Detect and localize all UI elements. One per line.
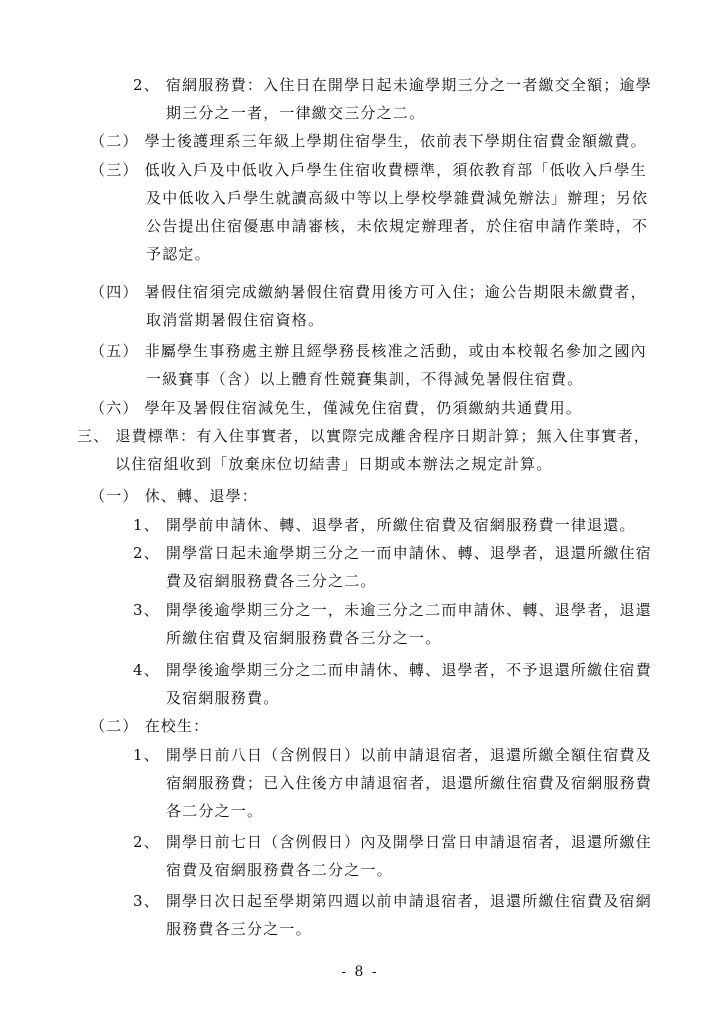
body-text-line: （二） 學士後護理系三年級上學期住宿學生，依前表下學期住宿費金額繳費。: [90, 132, 647, 150]
body-text-line: （四） 暑假住宿須完成繳納暑假住宿費用後方可入住；逾公告期限未繳費者，: [90, 283, 647, 301]
body-text-line: 3、 開學日次日起至學期第四週以前申請退宿者，退還所繳住宿費及宿網: [133, 892, 652, 910]
body-text-line: 三、 退費標準：有入住事實者，以實際完成離舍程序日期計算；無入住事實者，: [77, 427, 650, 445]
body-text-line: 2、 開學日前七日（含例假日）內及開學日當日申請退宿者，退還所繳住: [133, 833, 652, 851]
body-text-line: 各二分之一。: [166, 802, 264, 820]
body-text-line: 服務費各三分之一。: [166, 920, 312, 938]
body-text-line: （五） 非屬學生事務處主辦且經學務長核准之活動，或由本校報名參加之國內: [90, 342, 647, 360]
body-text-line: 以住宿組收到「放棄床位切結書」日期或本辦法之規定計算。: [115, 455, 553, 473]
body-text-line: 一級賽事（含）以上體育性競賽集訓，不得減免暑假住宿費。: [146, 370, 584, 388]
body-text-line: 宿網服務費；已入住後方申請退宿者，退還所繳住宿費及宿網服務費: [166, 774, 653, 792]
body-text-line: 4、 開學後逾學期三分之二而申請休、轉、退學者，不予退還所繳住宿費: [133, 661, 652, 679]
body-text-line: 2、 開學當日起未逾學期三分之一而申請休、轉、退學者，退還所繳住宿: [133, 544, 652, 562]
body-text-line: 期三分之一者，一律繳交三分之二。: [166, 104, 426, 122]
body-text-line: 公告提出住宿優惠申請審核，未依規定辦理者，於住宿申請作業時，不: [146, 217, 649, 235]
body-text-line: （三） 低收入戶及中低收入戶學生住宿收費標準，須依教育部「低收入戶學生: [90, 161, 647, 179]
body-text-line: （六） 學年及暑假住宿減免生，僅減免住宿費，仍須繳納共通費用。: [90, 399, 582, 417]
body-text-line: 2、 宿網服務費：入住日在開學日起未逾學期三分之一者繳交全額；逾學: [133, 76, 652, 94]
body-text-line: 宿費及宿網服務費各二分之一。: [166, 861, 393, 879]
page-number: - 8 -: [341, 964, 379, 980]
body-text-line: 及中低收入戶學生就讀高級中等以上學校學雜費減免辦法」辦理；另依: [146, 189, 649, 207]
body-text-line: （二） 在校生：: [90, 717, 210, 735]
body-text-line: 所繳住宿費及宿網服務費各三分之一。: [166, 629, 442, 647]
body-text-line: 取消當期暑假住宿資格。: [146, 311, 325, 329]
body-text-line: 予認定。: [146, 245, 211, 263]
body-text-line: 1、 開學前申請休、轉、退學者，所繳住宿費及宿網服務費一律退還。: [133, 516, 636, 534]
body-text-line: 3、 開學後逾學期三分之一，未逾三分之二而申請休、轉、退學者，退還: [133, 601, 652, 619]
body-text-line: 費及宿網服務費各三分之二。: [166, 572, 377, 590]
body-text-line: （一） 休、轉、退學：: [90, 487, 258, 505]
body-text-line: 及宿網服務費。: [166, 689, 280, 707]
body-text-line: 1、 開學日前八日（含例假日）以前申請退宿者，退還所繳全額住宿費及: [133, 746, 652, 764]
